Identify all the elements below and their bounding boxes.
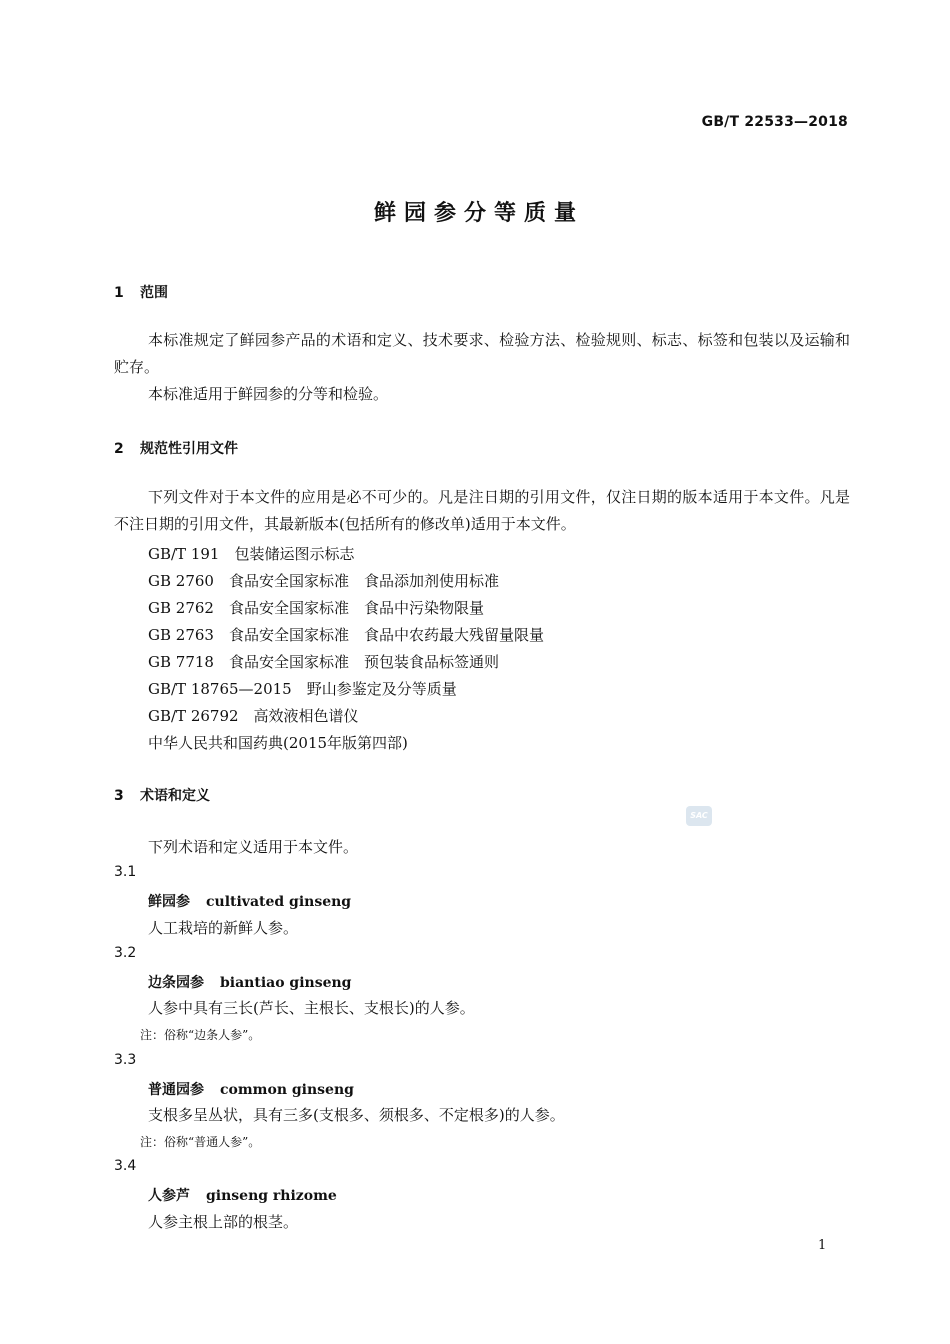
term-definition: 人工栽培的新鲜人参。	[148, 919, 299, 937]
section-title: 规范性引用文件	[140, 441, 238, 457]
reference-item: GB/T 18765—2015 野山参鉴定及分等质量	[148, 680, 457, 698]
reference-item: GB 2760 食品安全国家标准 食品添加剂使用标准	[148, 572, 499, 590]
term-note: 注：俗称“普通人参”。	[140, 1135, 261, 1149]
term-english: ginseng rhizome	[206, 1188, 337, 1204]
term-english: cultivated ginseng	[206, 894, 352, 910]
term-english: common ginseng	[220, 1082, 354, 1098]
term-chinese: 人参芦	[148, 1188, 190, 1204]
term-chinese: 边条园参	[148, 975, 204, 991]
term-chinese: 鲜园参	[148, 894, 190, 910]
scope-paragraph-2: 本标准适用于鲜园参的分等和检验。	[148, 385, 389, 403]
scope-paragraph-1: 本标准规定了鲜园参产品的术语和定义、技术要求、检验方法、检验规则、标志、标签和包装以及运输和贮存。	[114, 331, 850, 376]
reference-item: GB/T 26792 高效液相色谱仪	[148, 707, 359, 725]
page-number: 1	[818, 1238, 827, 1253]
standard-code: GB/T 22533—2018	[701, 114, 848, 130]
reference-item: 中华人民共和国药典(2015年版第四部)	[148, 734, 408, 752]
section-title: 术语和定义	[140, 788, 210, 804]
term-entry	[148, 1079, 354, 1099]
term-english: biantiao ginseng	[220, 975, 352, 991]
clause-number: 3.2	[114, 945, 137, 961]
term-entry	[148, 891, 351, 911]
term-definition: 支根多呈丛状，具有三多(支根多、须根多、不定根多)的人参。	[148, 1106, 565, 1124]
section-number: 1	[114, 285, 124, 301]
section-title: 范围	[140, 285, 168, 301]
reference-item: GB 7718 食品安全国家标准 预包装食品标签通则	[148, 653, 499, 671]
reference-item: GB/T 191 包装储运图示标志	[148, 545, 355, 563]
section-heading-terms	[114, 785, 210, 805]
term-entry	[148, 972, 351, 992]
section-heading-references	[114, 438, 238, 458]
clause-number: 3.1	[114, 864, 137, 880]
section-heading-scope	[114, 282, 168, 302]
term-note: 注：俗称“边条人参”。	[140, 1028, 261, 1042]
sac-watermark: SAC	[686, 806, 712, 826]
term-entry	[148, 1185, 337, 1205]
term-definition: 人参中具有三长(芦长、主根长、支根长)的人参。	[148, 999, 475, 1017]
references-intro: 下列文件对于本文件的应用是必不可少的。凡是注日期的引用文件，仅注日期的版本适用于本文件。凡是不注日期的引用文件，其最新版本(包括所有的修改单)适用于本文件。	[114, 488, 850, 533]
document-title: 鲜园参分等质量	[373, 201, 584, 226]
clause-number: 3.3	[114, 1052, 137, 1068]
term-chinese: 普通园参	[148, 1082, 204, 1098]
clause-number: 3.4	[114, 1158, 137, 1174]
terms-intro: 下列术语和定义适用于本文件。	[148, 838, 359, 856]
reference-item: GB 2762 食品安全国家标准 食品中污染物限量	[148, 599, 484, 617]
section-number: 2	[114, 441, 124, 457]
reference-item: GB 2763 食品安全国家标准 食品中农药最大残留量限量	[148, 626, 544, 644]
term-definition: 人参主根上部的根茎。	[148, 1213, 299, 1231]
section-number: 3	[114, 788, 124, 804]
